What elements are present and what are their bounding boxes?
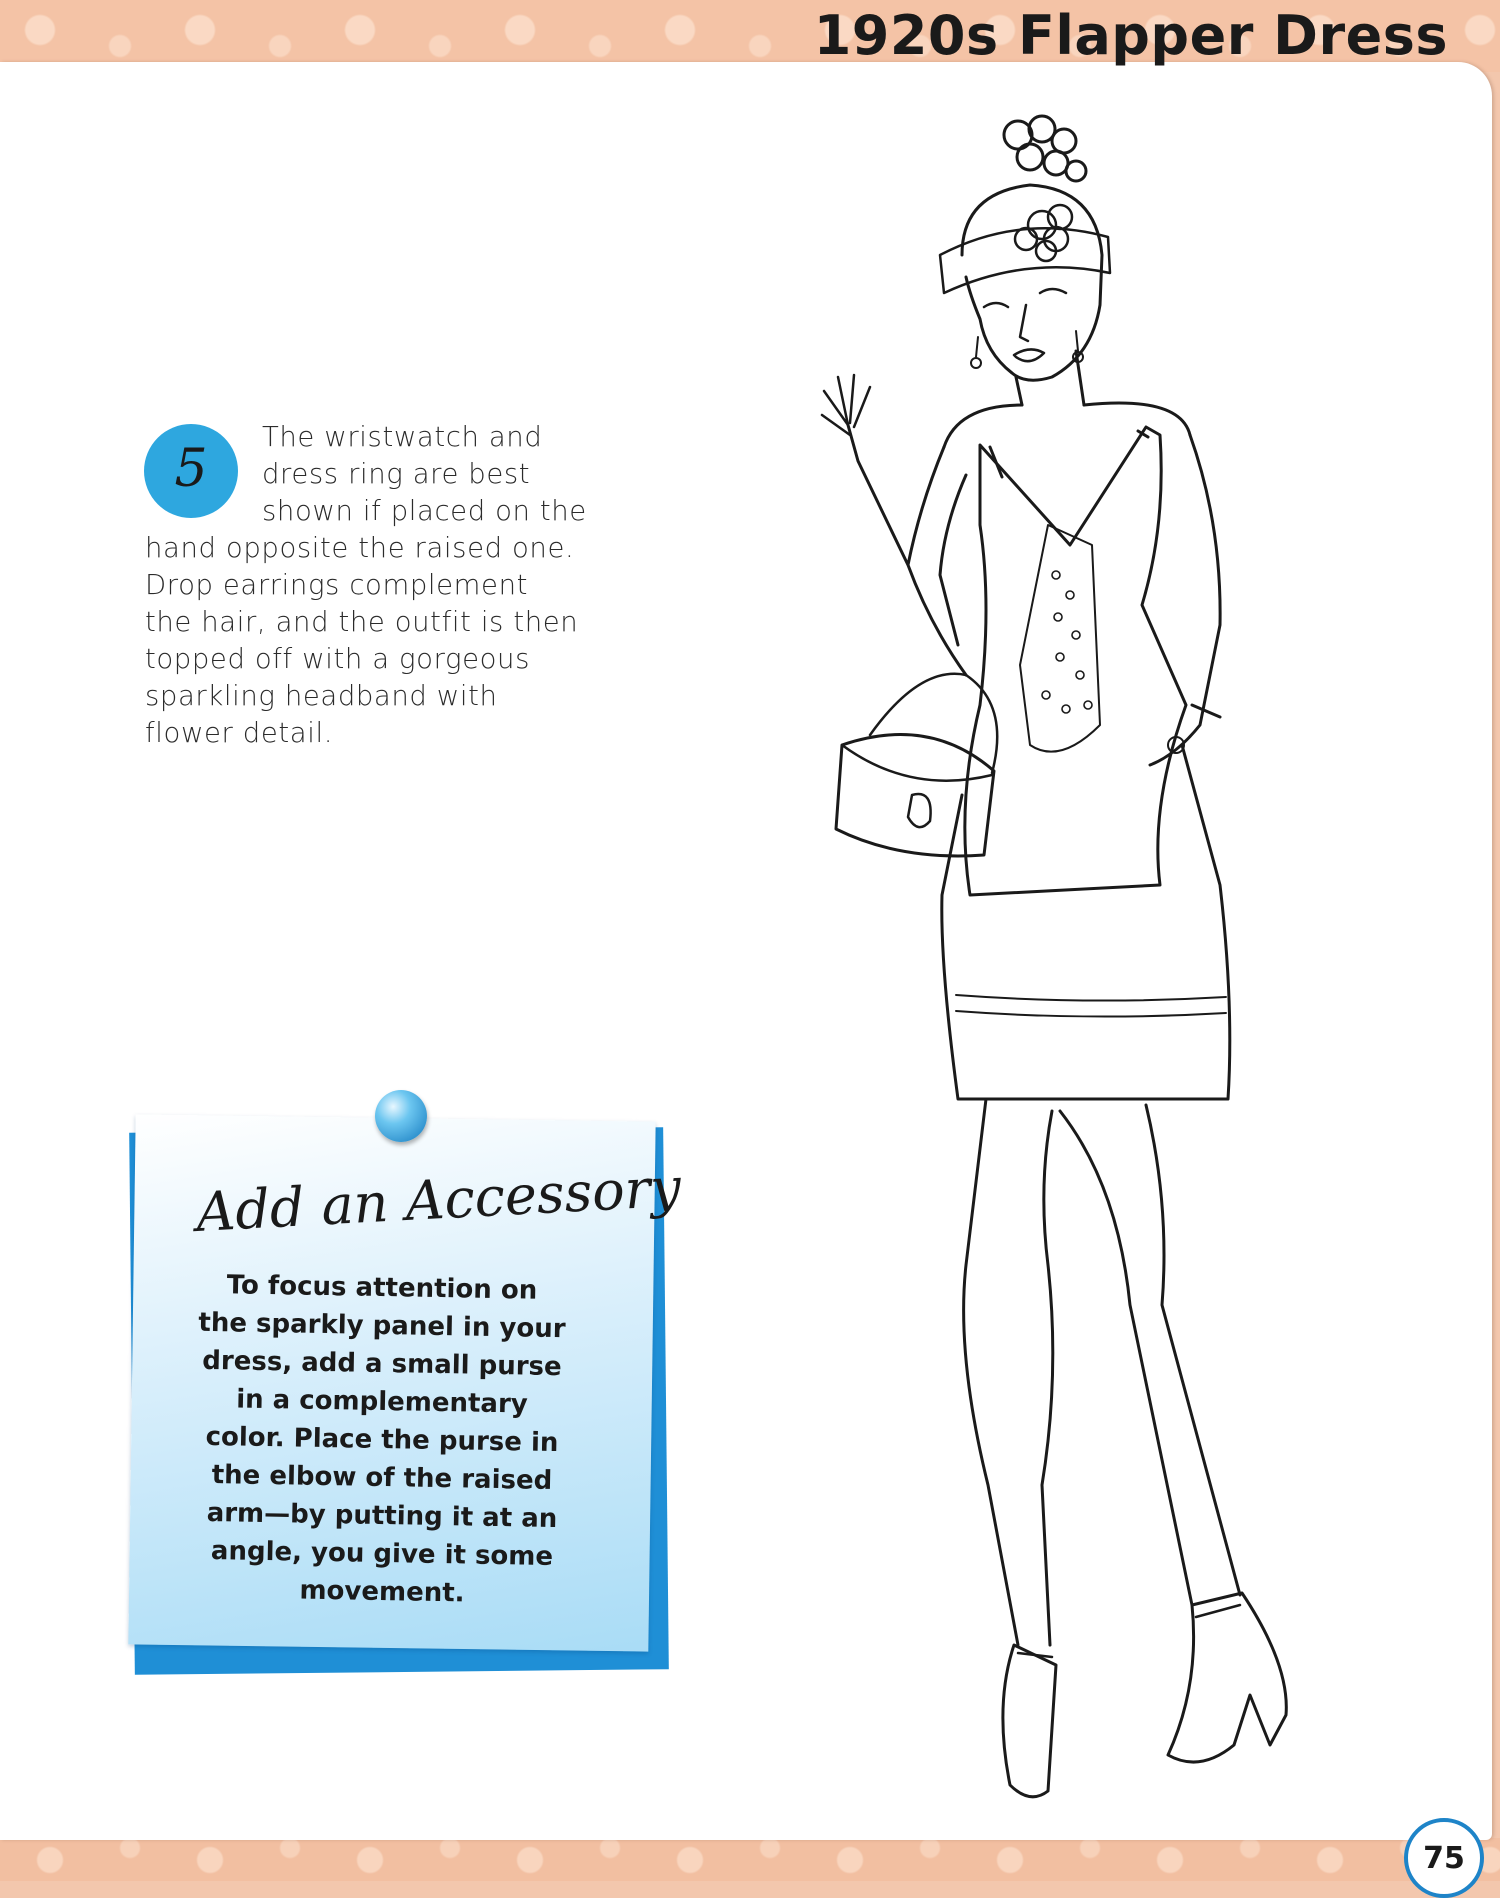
- step-text-line: the hair, and the outfit is then: [145, 606, 579, 638]
- lips: [1014, 349, 1044, 361]
- dress-bodice: [965, 427, 1186, 895]
- tip-title: Add an Accessory: [194, 1155, 683, 1244]
- eye-right: [1040, 289, 1066, 293]
- nose: [1020, 305, 1028, 341]
- shoulder-left: [944, 405, 1022, 447]
- dress-straps: [990, 431, 1148, 477]
- step-text-line: topped off with a gorgeous: [145, 643, 530, 675]
- step-text-line: Drop earrings complement: [145, 569, 528, 601]
- tip-text-line: dress, add a small purse: [202, 1345, 562, 1383]
- tip-text-line: color. Place the purse in: [205, 1421, 559, 1459]
- right-leg-inner: [1146, 1105, 1240, 1595]
- sequin-dots: [1042, 571, 1092, 713]
- tip-text-line: the sparkly panel in your: [198, 1307, 566, 1345]
- eye-left: [984, 303, 1008, 307]
- sequin-panel: [1020, 525, 1100, 752]
- tip-text-line: the elbow of the raised: [211, 1460, 553, 1496]
- right-shoe-strap: [1196, 1605, 1240, 1617]
- purse-clasp: [908, 794, 931, 827]
- step-text-line: sparkling headband with: [145, 680, 498, 712]
- step-text-line: hand opposite the raised one.: [145, 532, 575, 564]
- step-text-line: shown if placed on the: [262, 495, 587, 527]
- tip-text-line: in a complementary: [235, 1384, 529, 1420]
- left-leg: [964, 1099, 1018, 1645]
- tip-text-line: angle, you give it some: [210, 1536, 554, 1572]
- tip-text-line: arm—by putting it at an: [206, 1497, 558, 1535]
- left-shoe: [1003, 1645, 1056, 1797]
- page-title: 1920s Flapper Dress: [813, 4, 1448, 67]
- tip-text-line: movement.: [299, 1575, 465, 1609]
- right-shoe: [1168, 1593, 1286, 1762]
- left-leg-inner: [1042, 1111, 1053, 1645]
- step-text-line: flower detail.: [145, 717, 334, 749]
- earring: [976, 337, 978, 357]
- flapper-figure-illustration: [730, 105, 1330, 1805]
- bottom-decorative-band: [0, 1838, 1500, 1881]
- page-number-badge: 75: [1404, 1818, 1484, 1898]
- hair-bun: [1004, 116, 1086, 181]
- right-leg: [1060, 1111, 1192, 1605]
- raised-arm-inner: [940, 475, 966, 645]
- wristwatch: [1192, 705, 1220, 717]
- raised-hand: [822, 375, 870, 435]
- push-pin-icon: [375, 1090, 427, 1142]
- raised-arm: [848, 425, 966, 675]
- skirt: [942, 745, 1230, 1099]
- step-text-line: The wristwatch and: [262, 421, 543, 453]
- headband-flower: [1015, 205, 1072, 261]
- skirt-hem-band: [956, 995, 1226, 1017]
- step-number-badge: [144, 424, 238, 518]
- step-number: 5: [174, 439, 208, 499]
- headband: [940, 228, 1110, 293]
- step-text-line: dress ring are best: [262, 458, 531, 490]
- tip-text-line: To focus attention on: [226, 1270, 538, 1306]
- earring: [1076, 331, 1078, 351]
